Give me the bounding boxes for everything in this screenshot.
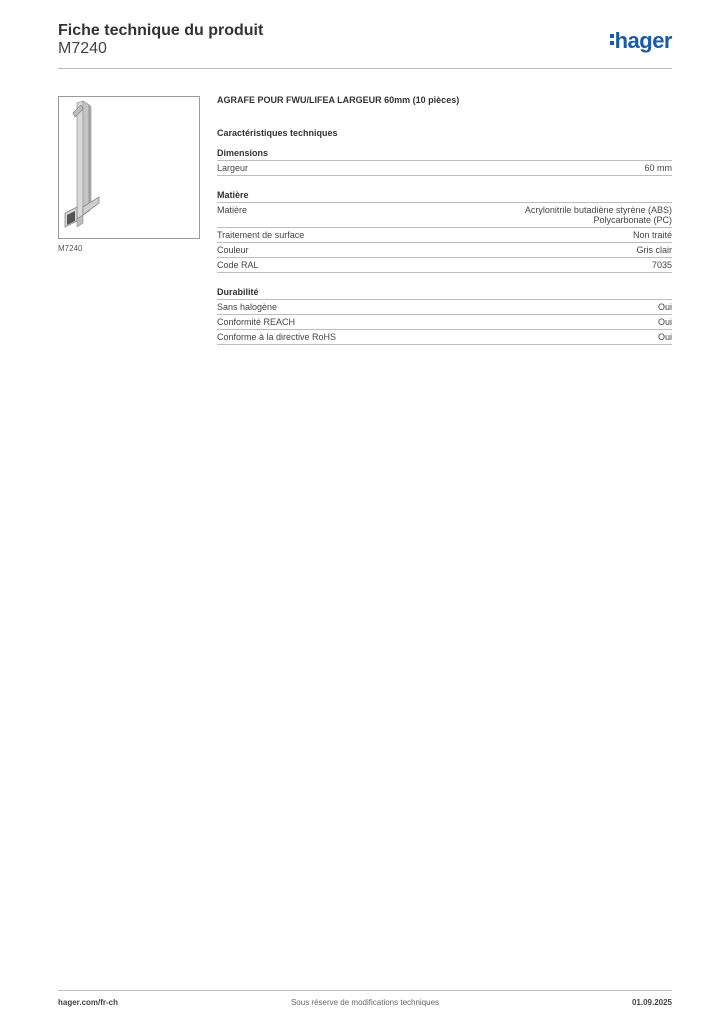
spec-value xyxy=(658,332,672,342)
spec-row xyxy=(217,243,672,258)
spec-group-title: Durabilité xyxy=(217,287,672,300)
spec-value-line: 7035 xyxy=(651,260,672,270)
footer-date: 01.09.2025 xyxy=(631,998,672,1007)
clip-product-icon xyxy=(59,97,199,238)
product-image xyxy=(58,96,200,239)
spec-row xyxy=(217,300,672,315)
spec-label: Largeur xyxy=(217,163,249,173)
spec-row xyxy=(217,258,672,273)
footer-website: hager.com/fr-ch xyxy=(58,998,119,1007)
spec-value xyxy=(658,317,672,327)
spec-label: Couleur xyxy=(217,245,249,255)
hager-logo xyxy=(610,28,672,54)
spec-group xyxy=(217,190,672,273)
spec-value xyxy=(637,245,673,255)
logo-colon-icon xyxy=(610,34,614,46)
spec-value xyxy=(525,205,672,225)
product-title: AGRAFE POUR FWU/LIFEA LARGEUR 60mm (10 pièces) xyxy=(217,95,460,105)
spec-value-line: Polycarbonate (PC) xyxy=(593,215,672,225)
footer-notice: Sous réserve de modifications techniques xyxy=(290,998,440,1007)
spec-value-line: Oui xyxy=(657,317,672,327)
footer-divider xyxy=(58,990,672,991)
spec-value xyxy=(652,260,672,270)
spec-row xyxy=(217,315,672,330)
logo-text: hager xyxy=(614,28,672,53)
spec-group xyxy=(217,148,672,176)
spec-value xyxy=(644,163,672,173)
spec-row xyxy=(217,161,672,176)
spec-row xyxy=(217,228,672,243)
spec-label: Conformité REACH xyxy=(217,317,296,327)
spec-label: Sans halogène xyxy=(217,302,278,312)
spec-value-line: Gris clair xyxy=(636,245,672,255)
spec-label: Traitement de surface xyxy=(217,230,305,240)
spec-value-line: Acrylonitrile butadiène styrène (ABS) xyxy=(524,205,672,215)
image-caption: M7240 xyxy=(58,244,83,253)
spec-value-line: 60 mm xyxy=(644,163,672,173)
product-details xyxy=(217,95,672,359)
spec-row xyxy=(217,330,672,345)
spec-value-line: Oui xyxy=(657,302,672,312)
spec-group-title: Matière xyxy=(217,190,672,203)
section-title: Caractéristiques techniques xyxy=(217,128,338,138)
header-divider xyxy=(58,68,672,69)
spec-row xyxy=(217,203,672,228)
spec-groups xyxy=(217,148,672,345)
spec-value xyxy=(633,230,672,240)
product-code: M7240 xyxy=(58,40,107,57)
spec-value-line: Oui xyxy=(657,332,672,342)
spec-label: Code RAL xyxy=(217,260,259,270)
spec-group xyxy=(217,287,672,345)
spec-value xyxy=(658,302,672,312)
document-title: Fiche technique du produit xyxy=(58,22,264,39)
spec-label: Conforme à la directive RoHS xyxy=(217,332,337,342)
spec-label: Matière xyxy=(217,205,248,215)
spec-group-title: Dimensions xyxy=(217,148,672,161)
page-header xyxy=(58,20,672,70)
spec-value-line: Non traité xyxy=(632,230,672,240)
